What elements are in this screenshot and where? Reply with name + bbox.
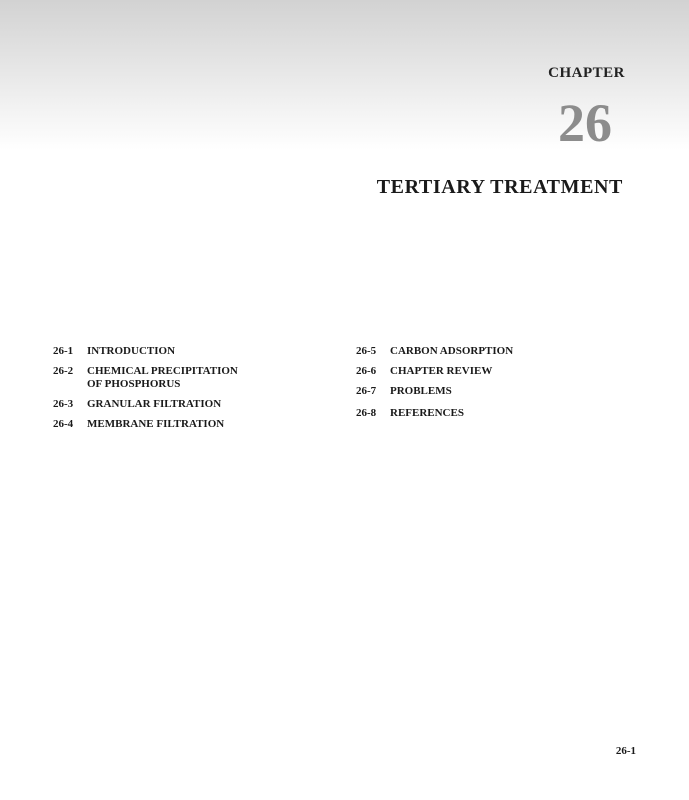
toc-item[interactable]: [53, 365, 323, 391]
toc-item[interactable]: [53, 345, 323, 358]
toc-item-title: REFERENCES: [390, 407, 464, 419]
toc-item-number: 26-1: [53, 345, 74, 357]
toc-item-number: 26-6: [356, 365, 377, 377]
toc-item-number: 26-4: [53, 418, 74, 430]
toc-item[interactable]: [53, 418, 323, 431]
toc-item-number: 26-2: [53, 365, 74, 377]
toc-item[interactable]: [356, 365, 636, 378]
toc-right-column: [356, 345, 636, 420]
toc-item-number: 26-7: [356, 385, 377, 397]
toc-item-number: 26-5: [356, 345, 377, 357]
toc-item[interactable]: [356, 385, 636, 398]
page-number: 26-1: [615, 745, 636, 757]
chapter-title: TERTIARY TREATMENT: [376, 176, 623, 198]
toc-left-column: [53, 345, 323, 431]
toc-item-number: 26-8: [356, 407, 377, 419]
toc-item-title: [87, 365, 323, 391]
toc-item-title: CHAPTER REVIEW: [390, 365, 493, 377]
toc-item[interactable]: [356, 407, 636, 420]
toc-item-title: GRANULAR FILTRATION: [87, 398, 222, 410]
toc-item-title: INTRODUCTION: [87, 345, 176, 357]
toc-item-title: PROBLEMS: [390, 385, 452, 397]
toc-item-title: CARBON ADSORPTION: [390, 345, 514, 357]
toc-item-title: MEMBRANE FILTRATION: [87, 418, 225, 430]
toc-item-title-line2: OF PHOSPHORUS: [87, 378, 181, 390]
chapter-number: 26: [558, 93, 612, 153]
toc-item-number: 26-3: [53, 398, 74, 410]
toc-item[interactable]: [53, 398, 323, 411]
toc-item-title-line1: CHEMICAL PRECIPITATION: [87, 365, 238, 377]
toc-item[interactable]: [356, 345, 636, 358]
chapter-label: CHAPTER: [548, 65, 625, 81]
